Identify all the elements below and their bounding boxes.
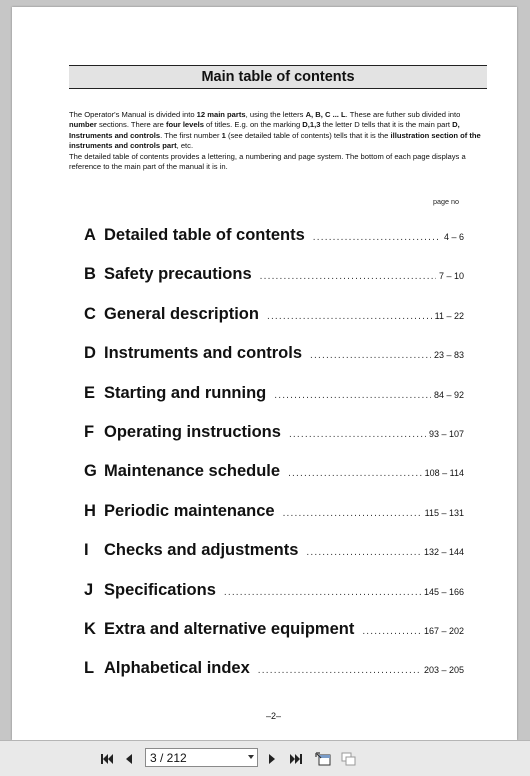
toc-entry-pages: 115 – 131 [424,507,464,518]
toc-entry-letter: G [84,462,97,481]
first-page-icon [100,753,114,765]
toc-leader-dots [310,350,431,361]
toc-entry-i[interactable] [84,541,464,565]
toc-leader-dots [260,271,436,282]
toc-entry-h[interactable] [84,502,464,526]
toc-entry-title: General description [104,304,259,323]
toc-entry-j[interactable] [84,581,464,605]
toc-entry-pages: 93 – 107 [428,429,464,439]
intro-text: The Operator's Manual is divided into 12 main parts, using the letters A, B, C ... L. These are futher sub divided into number sections. There are four levels of titles. E.g. on the marking D,1,3 the letter D tells that it is the main part D, Instruments and controls. The first number 1 (see detailed table of contents) tells that it is the illustration section of the instruments and controls part, etc. The detailed table of contents provides a lettering, a numbering and page system. The bottom of each page displays a reference to the main part of the manual it is in. [69,110,481,172]
toc-entry-title: Detailed table of contents [104,226,305,244]
toc-entry-a[interactable] [84,226,464,250]
toc-leader-dots [274,390,431,401]
toc-entry-pages: 132 – 144 [423,547,464,558]
toc-entry-k[interactable] [84,620,464,644]
toc-entry-title: Checks and adjustments [104,541,299,560]
fit-view-button[interactable] [338,749,358,769]
toc-leader-dots [306,547,421,558]
previous-page-icon [124,753,134,765]
toc-entry-title: Operating instructions [104,423,281,441]
toc-entry-c[interactable] [84,305,464,329]
toc-entry-title: Periodic maintenance [104,501,275,520]
page-title: Main table of contents [69,65,487,89]
previous-page-button[interactable] [119,749,139,769]
toc-entry-pages: 4 – 6 [443,232,464,242]
toc-leader-dots [313,232,441,243]
toc-entry-pages: 11 – 22 [434,310,464,321]
toc-entry-pages: 203 – 205 [423,665,464,676]
toc-entry-title: Maintenance schedule [104,462,281,481]
toc-entry-pages: 145 – 166 [423,586,464,597]
chevron-down-icon [248,755,254,759]
toc-entry-pages: 167 – 202 [423,626,464,636]
fit-view-icon [339,750,357,768]
page-select[interactable] [145,748,258,767]
document-page [12,7,517,740]
toc-entry-letter: K [84,620,96,638]
toc-entry-d[interactable] [84,344,464,368]
toc-entry-letter: H [84,501,96,520]
toc-entry-title: Safety precautions [104,265,252,284]
toc-entry-pages: 108 – 114 [424,468,464,479]
last-page-button[interactable] [286,749,306,769]
toc-entry-letter: J [84,580,94,599]
toc-entry-letter: I [84,541,89,560]
toc-entry-l[interactable] [84,659,464,683]
toc-entry-title: Alphabetical index [104,659,250,678]
toc-entry-letter: D [84,344,96,363]
first-page-button[interactable] [97,749,117,769]
navigation-toolbar [0,740,530,776]
toc-entry-letter: L [84,659,95,678]
toc-leader-dots [362,626,421,637]
page-no-label: page no [433,197,459,206]
toc-entry-title: Specifications [104,580,216,599]
last-page-icon [289,753,303,765]
toc-leader-dots [288,468,422,479]
next-page-icon [267,753,277,765]
toc-leader-dots [283,508,422,519]
toc-entry-letter: C [84,304,96,323]
toc-entry-letter: F [84,423,95,441]
next-page-button[interactable] [262,749,282,769]
window-view-icon [314,750,332,768]
toc-leader-dots [289,429,426,440]
page-indicator: 3 / 212 [150,750,187,765]
toc-entry-letter: A [84,226,96,244]
toc-entry-letter: E [84,383,96,402]
toc-entry-g[interactable] [84,462,464,486]
toc-entry-title: Starting and running [104,383,267,402]
toc-entry-title: Instruments and controls [104,344,303,363]
toc-entry-e[interactable] [84,384,464,408]
toc-leader-dots [224,587,421,598]
toc-entry-letter: B [84,265,96,284]
toc-leader-dots [258,665,421,676]
toc-entry-title: Extra and alternative equipment [104,620,355,638]
toc-entry-pages: 23 – 83 [433,350,464,361]
toc-leader-dots [267,311,432,322]
footer-page-number: –2– [266,711,282,721]
intro-paragraph [69,110,489,172]
toc-entry-pages: 84 – 92 [433,389,464,400]
toc-entry-b[interactable] [84,265,464,289]
toc-entry-f[interactable] [84,423,464,447]
window-view-button[interactable] [313,749,333,769]
toc-entry-pages: 7 – 10 [438,271,464,282]
